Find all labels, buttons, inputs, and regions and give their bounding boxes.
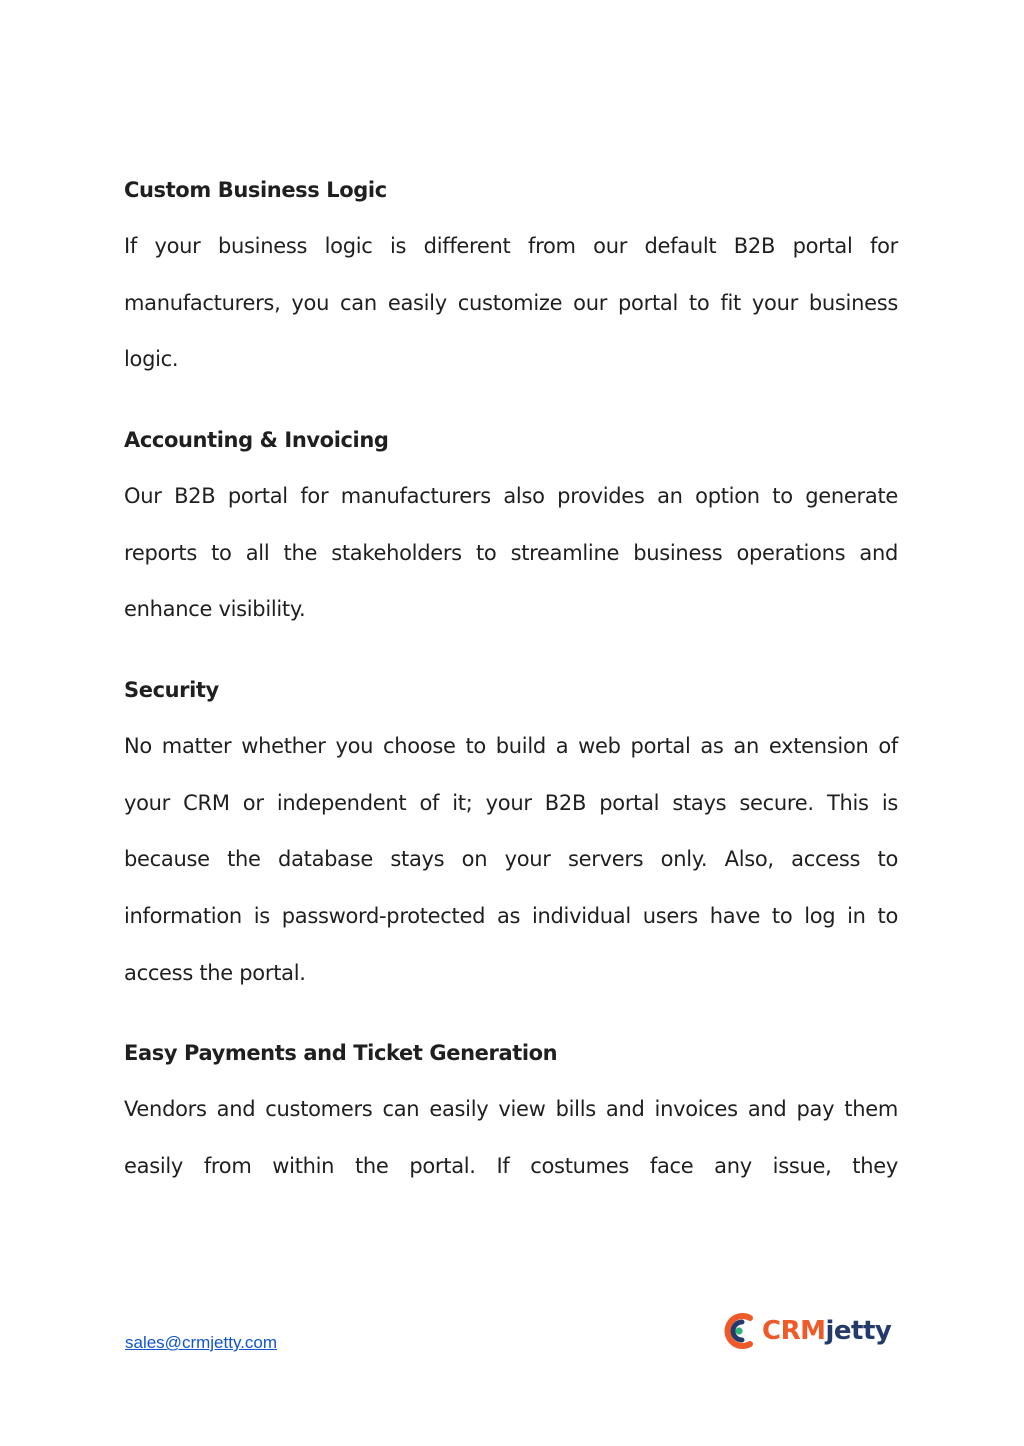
section-heading: Easy Payments and Ticket Generation [124, 1041, 558, 1065]
section-paragraph: Vendors and customers can easily view bills and invoices and pay them easily from within the portal. If costumes face any issue, they [124, 1097, 898, 1178]
logo-crm-text: CRM [762, 1316, 826, 1346]
section-security [124, 676, 898, 1002]
section-heading: Security [124, 678, 219, 702]
sales-email-link[interactable]: sales@crmjetty.com [125, 1333, 278, 1352]
section-heading: Accounting & Invoicing [124, 428, 389, 452]
logo-jetty-text: jetty [825, 1316, 892, 1346]
crmjetty-logo [722, 1306, 900, 1356]
section-accounting-invoicing [124, 426, 898, 638]
section-custom-business-logic [124, 176, 898, 388]
section-heading: Custom Business Logic [124, 178, 387, 202]
section-easy-payments [124, 1039, 898, 1194]
section-paragraph: No matter whether you choose to build a web portal as an extension of your CRM or independent of it; your B2B portal stays secure. This is because the database stays on your servers only. Also, access to information is password-protected as individual users have to log in to access the portal. [124, 734, 898, 985]
section-paragraph: If your business logic is different from our default B2B portal for manufacturers, you can easily customize our portal to fit your business logic. [124, 234, 898, 372]
logo-wordmark [762, 1316, 891, 1346]
crmjetty-logo-icon [722, 1308, 756, 1354]
section-paragraph: Our B2B portal for manufacturers also provides an option to generate reports to all the stakeholders to streamline business operations and enhance visibility. [124, 484, 898, 622]
